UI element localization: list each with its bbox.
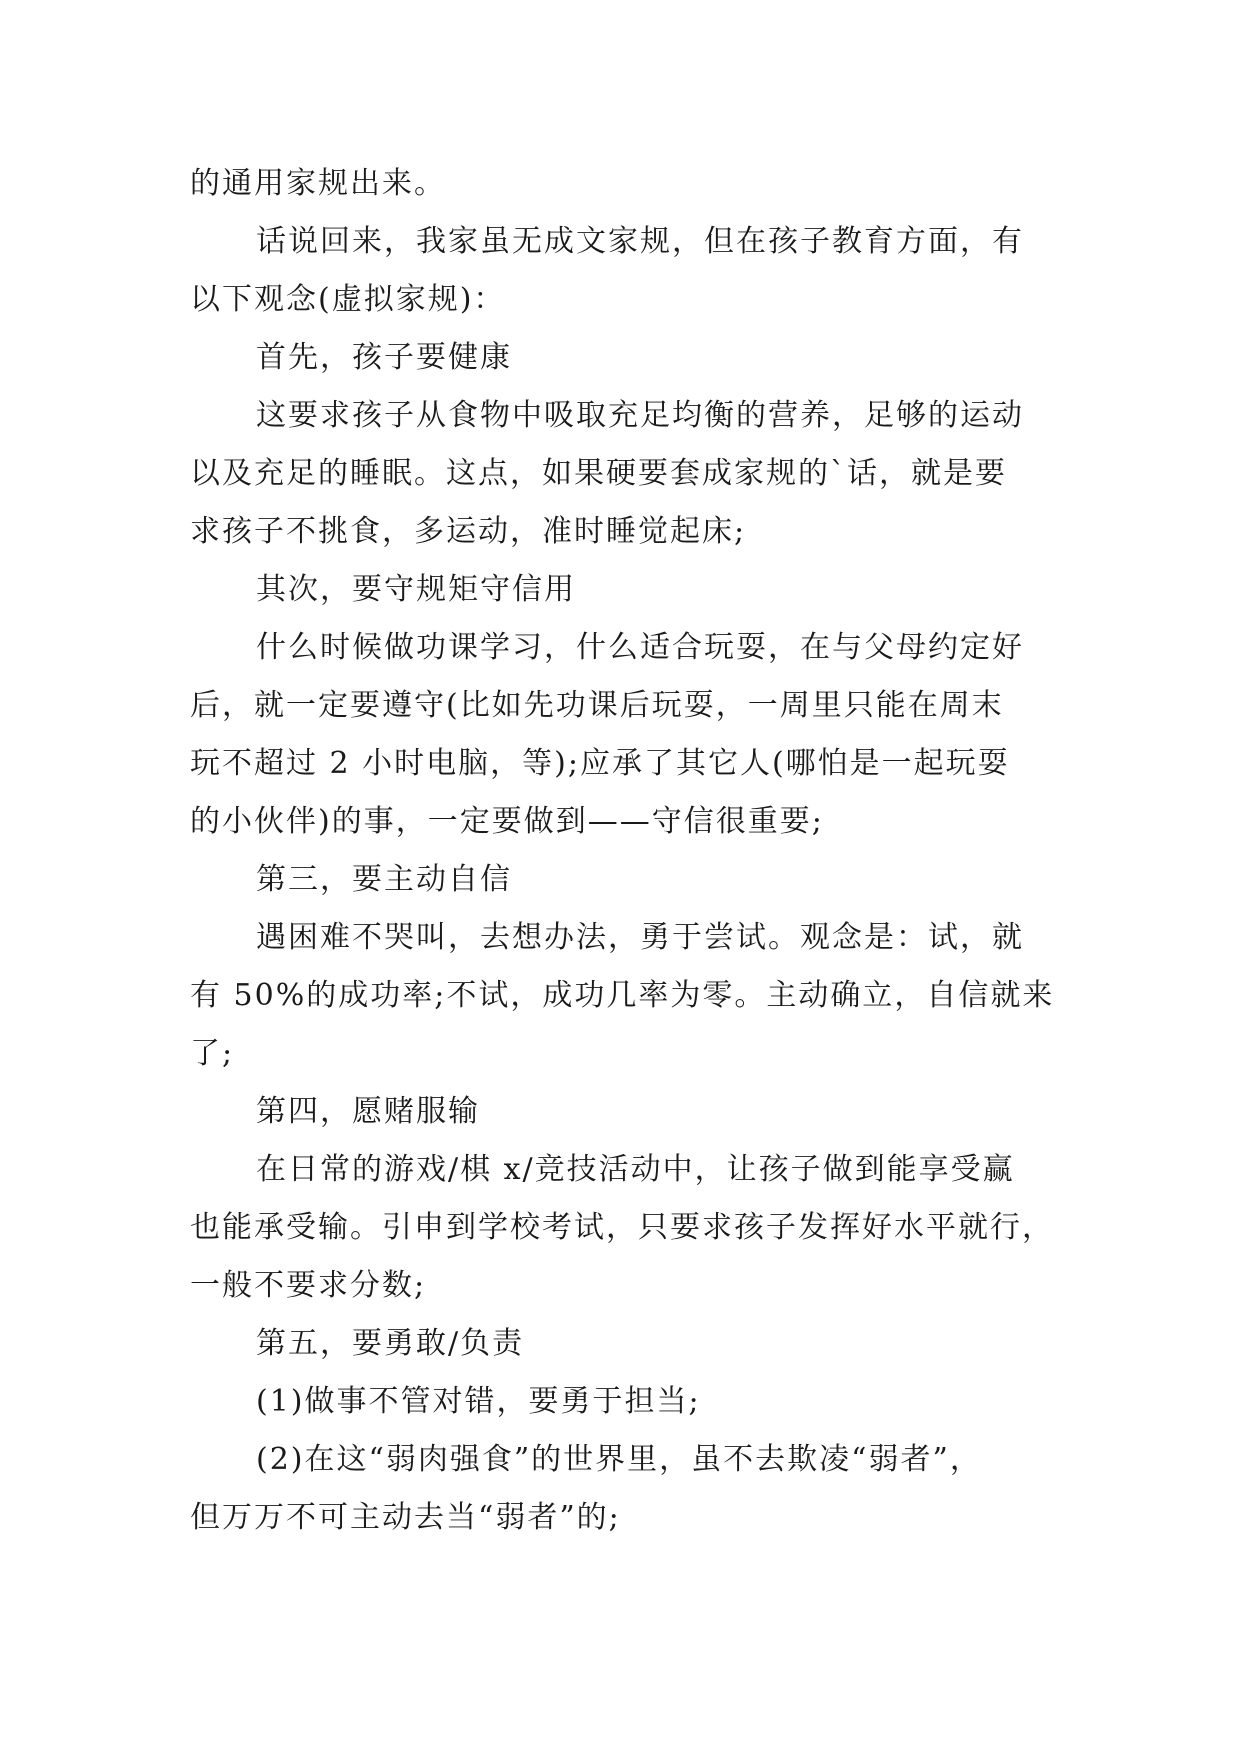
text-line: 在日常的游戏/棋 x/竞技活动中，让孩子做到能享受赢 <box>256 1152 1015 1187</box>
text-line: 玩不超过 2 小时电脑，等);应承了其它人(哪怕是一起玩耍 <box>190 746 1010 781</box>
text-line: 但万万不可主动去当“弱者”的; <box>190 1500 621 1535</box>
list-item: (2)在这“弱肉强食”的世界里，虽不去欺凌“弱者”， <box>256 1442 982 1477</box>
text-line: 的通用家规出来。 <box>190 166 446 201</box>
text-line: 求孩子不挑食，多运动，准时睡觉起床; <box>190 514 747 549</box>
section-heading: 首先，孩子要健康 <box>256 340 512 375</box>
text-line: 遇困难不哭叫，去想办法，勇于尝试。观念是：试，就 <box>256 920 1024 955</box>
list-item: (1)做事不管对错，要勇于担当; <box>256 1384 701 1419</box>
text-line: 也能承受输。引申到学校考试，只要求孩子发挥好水平就行， <box>190 1210 1054 1245</box>
text-line: 一般不要求分数; <box>190 1268 427 1303</box>
text-line: 后，就一定要遵守(比如先功课后玩耍，一周里只能在周末 <box>190 688 1004 723</box>
section-heading: 第三，要主动自信 <box>256 862 512 897</box>
section-heading: 第四，愿赌服输 <box>256 1094 480 1129</box>
document-body <box>190 155 1055 1547</box>
section-heading: 其次，要守规矩守信用 <box>256 572 576 607</box>
text-line: 有 50%的成功率;不试，成功几率为零。主动确立，自信就来 <box>190 978 1055 1013</box>
text-line: 以及充足的睡眠。这点，如果硬要套成家规的`话，就是要 <box>190 456 1007 491</box>
text-line: 的小伙伴)的事，一定要做到——守信很重要; <box>190 804 824 839</box>
text-line: 什么时候做功课学习，什么适合玩耍，在与父母约定好 <box>256 630 1024 665</box>
text-line: 以下观念(虚拟家规)： <box>190 282 506 317</box>
text-line: 话说回来，我家虽无成文家规，但在孩子教育方面，有 <box>256 224 1024 259</box>
text-line: 这要求孩子从食物中吸取充足均衡的营养，足够的运动 <box>256 398 1024 433</box>
section-heading: 第五，要勇敢/负责 <box>256 1326 525 1361</box>
text-line: 了; <box>190 1036 235 1071</box>
